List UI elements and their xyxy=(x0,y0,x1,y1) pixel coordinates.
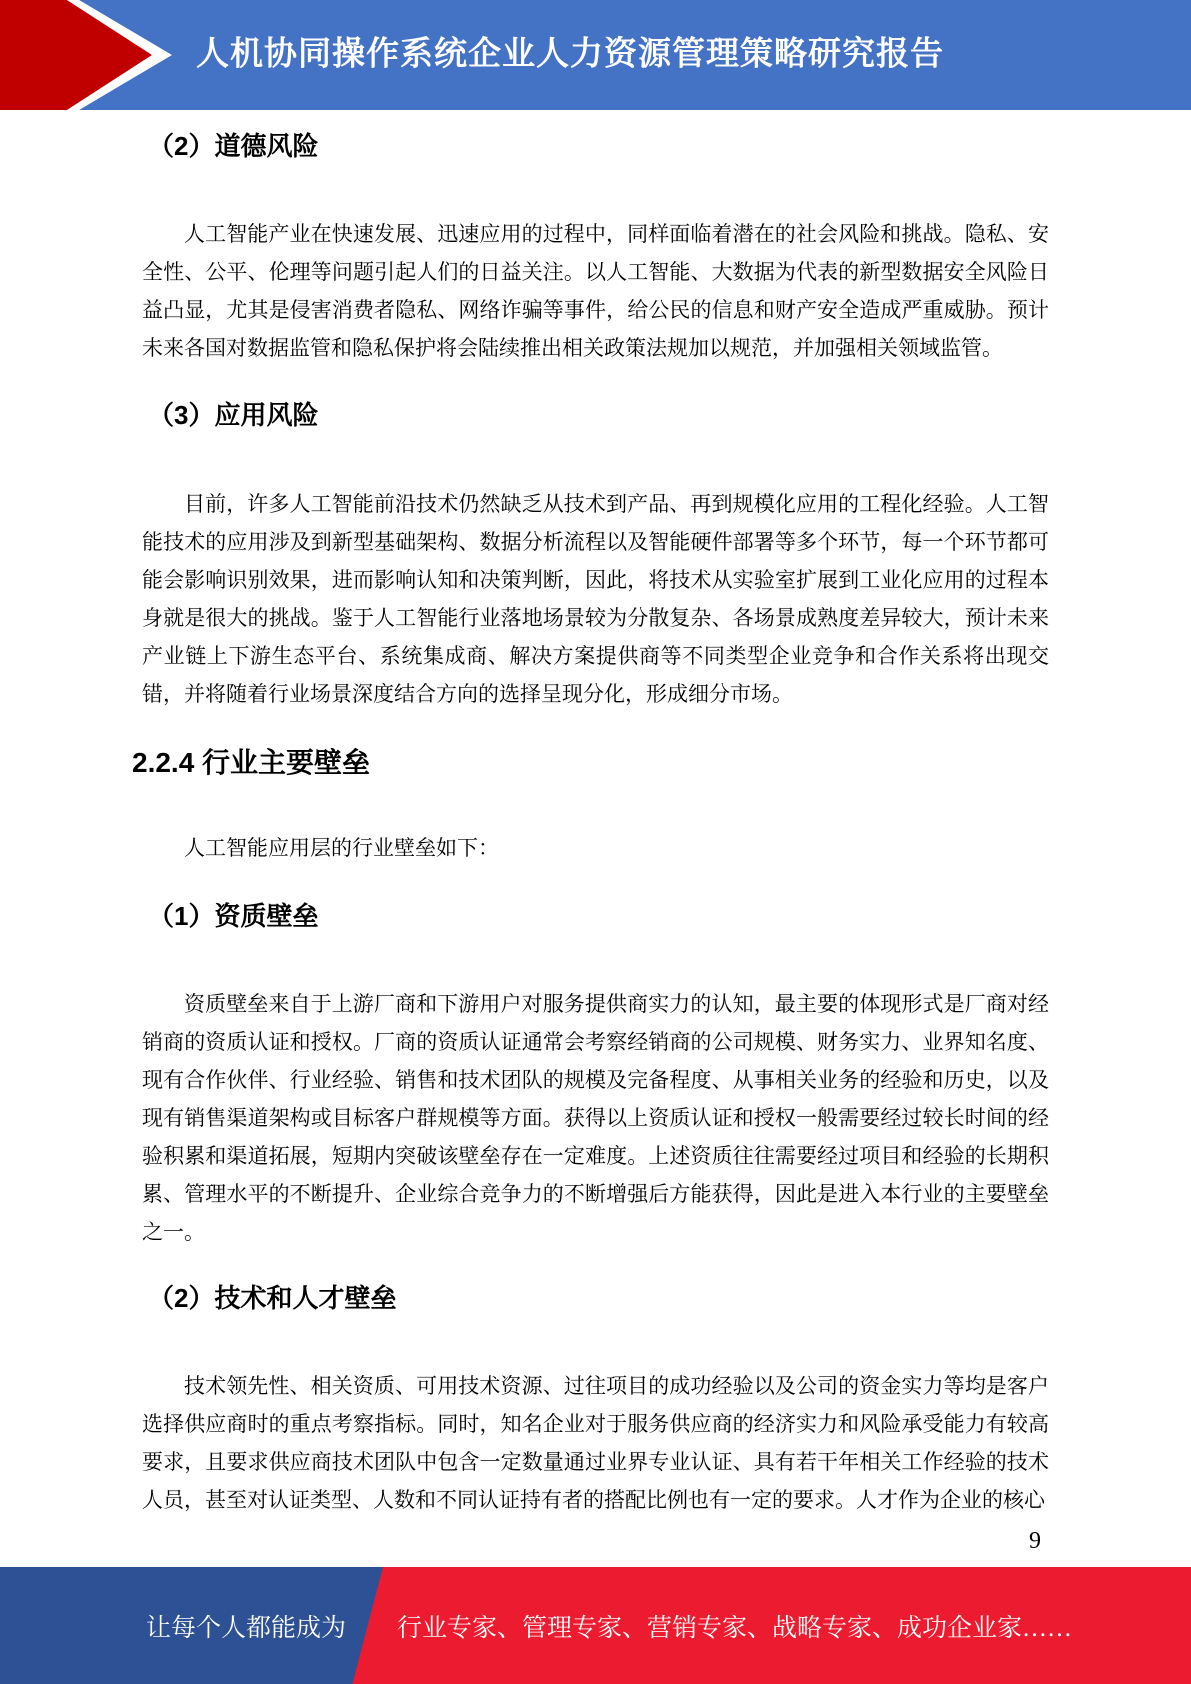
heading-qualification-barrier: （1）资质壁垒 xyxy=(148,901,319,931)
red-arrow-icon xyxy=(0,0,152,110)
header-banner xyxy=(0,0,1191,110)
heading-industry-barriers: 2.2.4 行业主要壁垒 xyxy=(132,747,371,778)
footer-slogan-left: 让每个人都能成为 xyxy=(146,1614,347,1642)
heading-moral-risk: （2）道德风险 xyxy=(148,131,319,161)
paragraph-tech-talent-barrier: 技术领先性、相关资质、可用技术资源、过往项目的成功经验以及公司的资金实力等均是客户选择供应商时的重点考察指标。同时，知名企业对于服务供应商的经济实力和风险承受能力有较高要求，且要求供应商技术团队中包含一定数量通过业界专业认证、具有若干年相关工作经验的技术人员，甚至对认证类型、人数和不同认证持有者的搭配比例也有一定的要求。人才作为企业的核心 xyxy=(142,1374,1049,1512)
footer-banner xyxy=(0,1567,1191,1684)
heading-application-risk: （3）应用风险 xyxy=(148,400,319,430)
page-number: 9 xyxy=(1029,1528,1041,1554)
paragraph-qualification-barrier: 资质壁垒来自于上游厂商和下游用户对服务提供商实力的认知，最主要的体现形式是厂商对经销商的资质认证和授权。厂商的资质认证通常会考察经销商的公司规模、财务实力、业界知名度、现有合作伙伴、行业经验、销售和技术团队的规模及完备程度、从事相关业务的经验和历史，以及现有销售渠道架构或目标客户群规模等方面。获得以上资质认证和授权一般需要经过较长时间的经验积累和渠道拓展，短期内突破该壁垒存在一定难度。上述资质往往需要经过项目和经验的长期积累、管理水平的不断提升、企业综合竞争力的不断增强后方能获得，因此是进入本行业的主要壁垒之一。 xyxy=(142,992,1049,1244)
paragraph-barriers-intro: 人工智能应用层的行业壁垒如下： xyxy=(184,836,499,860)
footer-slogan-right: 行业专家、管理专家、营销专家、战略专家、成功企业家…… xyxy=(397,1614,1073,1642)
report-title: 人机协同操作系统企业人力资源管理策略研究报告 xyxy=(196,34,944,72)
heading-tech-talent-barrier: （2）技术和人才壁垒 xyxy=(148,1283,397,1313)
paragraph-moral-risk: 人工智能产业在快速发展、迅速应用的过程中，同样面临着潜在的社会风险和挑战。隐私、安全性、公平、伦理等问题引起人们的日益关注。以人工智能、大数据为代表的新型数据安全风险日益凸显，尤其是侵害消费者隐私、网络诈骗等事件，给公民的信息和财产安全造成严重威胁。预计未来各国对数据监管和隐私保护将会陆续推出相关政策法规加以规范，并加强相关领域监管。 xyxy=(142,222,1049,360)
document-body xyxy=(0,133,1191,1553)
paragraph-application-risk: 目前，许多人工智能前沿技术仍然缺乏从技术到产品、再到规模化应用的工程化经验。人工智能技术的应用涉及到新型基础架构、数据分析流程以及智能硬件部署等多个环节，每一个环节都可能会影响识别效果，进而影响认知和决策判断，因此，将技术从实验室扩展到工业化应用的过程本身就是很大的挑战。鉴于人工智能行业落地场景较为分散复杂、各场景成熟度差异较大，预计未来产业链上下游生态平台、系统集成商、解决方案提供商等不同类型企业竞争和合作关系将出现交错，并将随着行业场景深度结合方向的选择呈现分化，形成细分市场。 xyxy=(142,492,1049,706)
